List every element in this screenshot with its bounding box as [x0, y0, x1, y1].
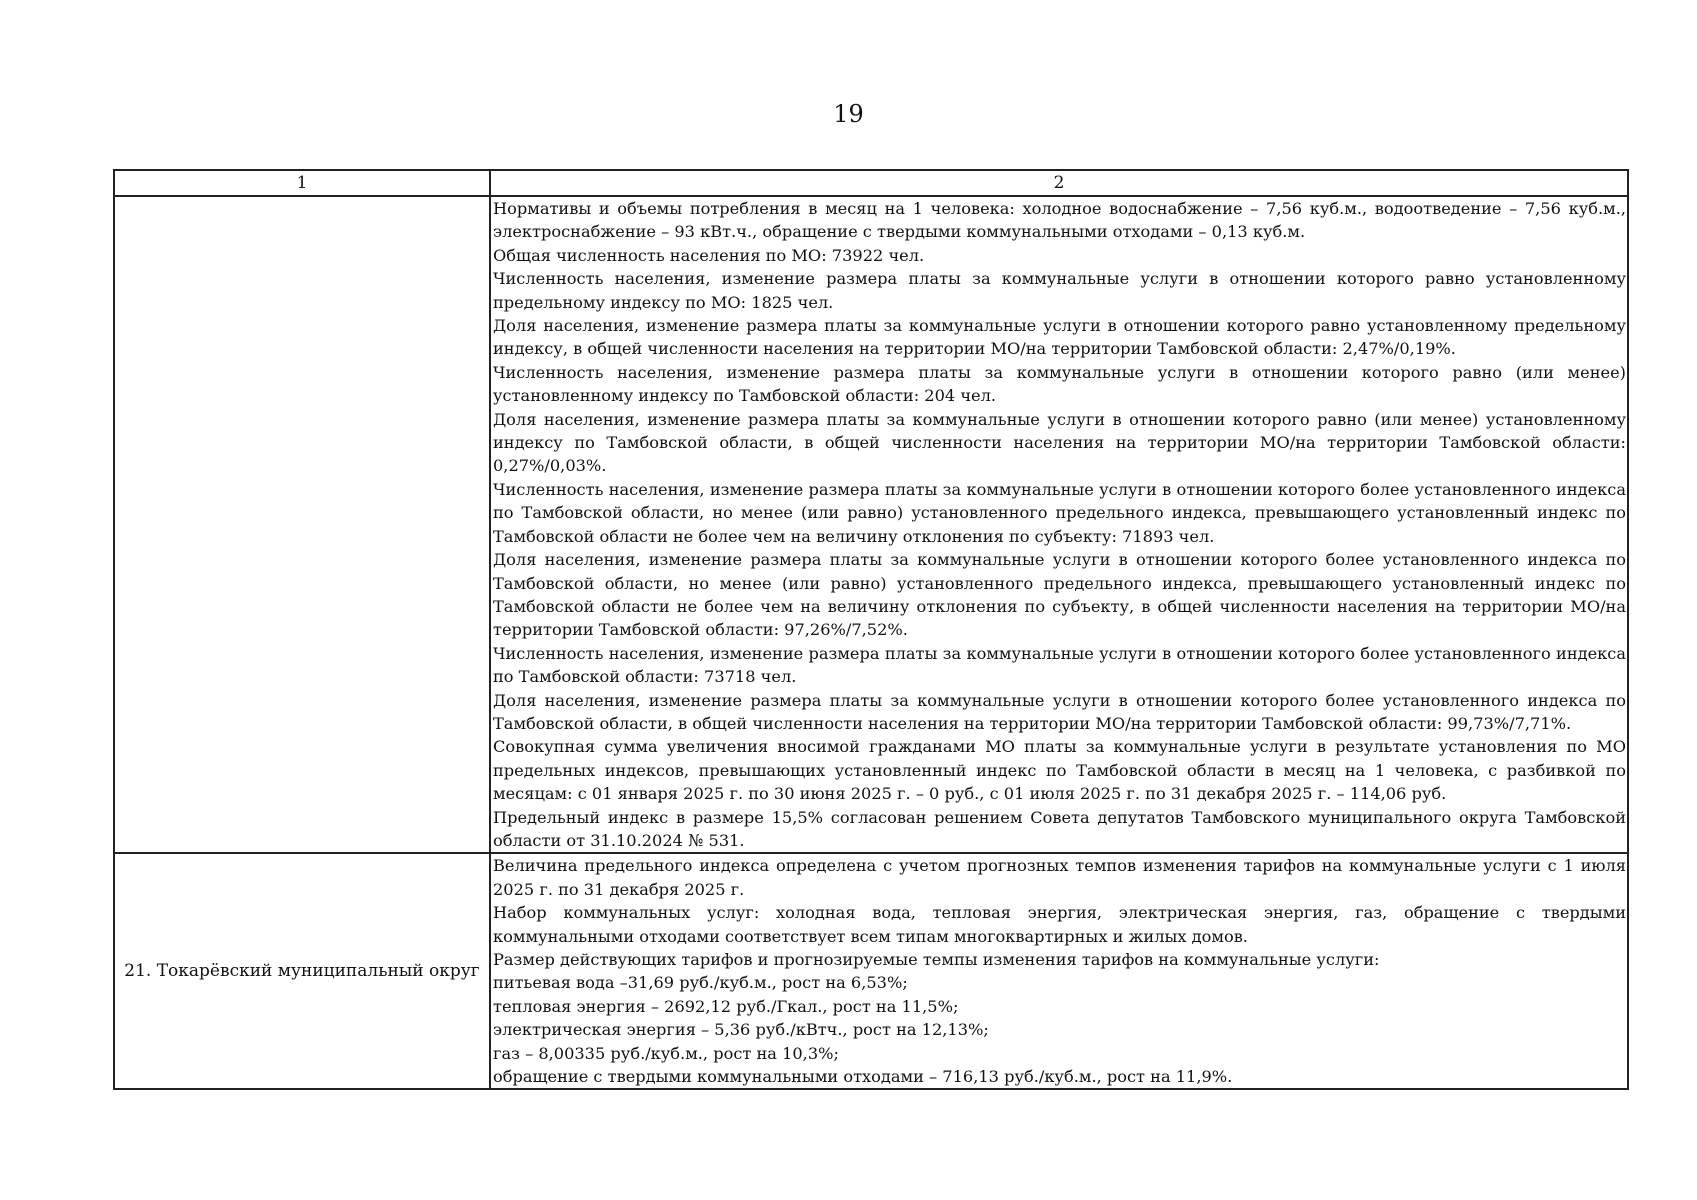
header-col-1: 1: [114, 170, 490, 196]
paragraph: газ – 8,00335 руб./куб.м., рост на 10,3%;: [493, 1043, 839, 1063]
paragraph: Величина предельного индекса определена с учетом прогнозных темпов изменения тарифов на коммунальные услуги с 1 июля 2025 г. по 31 декабря 2025 г.: [493, 856, 1626, 899]
row2-content-cell: [490, 853, 1628, 1089]
row2-name-cell: 21. Токарёвский муниципальный округ: [114, 853, 490, 1089]
paragraph: Доля населения, изменение размера платы за коммунальные услуги в отношении которого равно установленному предельному индексу, в общей численности населения на территории МО/на территории Тамбовской области: 2,47%/0,19%.: [493, 316, 1626, 359]
paragraph: Совокупная сумма увеличения вносимой гражданами МО платы за коммунальные услуги в результате установления по МО предельных индексов, превышающих установленный индекс по Тамбовской области в месяц на 1 человека, с разбивкой по месяцам: с 01 января 2025 г. по 30 июня 2025 г. – 0 руб., с 01 июля 2025 г. по 31 декабря 2025 г. – 114,06 руб.: [493, 737, 1626, 804]
paragraph: Нормативы и объемы потребления в месяц на 1 человека: холодное водоснабжение – 7,56 куб.м., водоотведение – 7,56 куб.м., электроснабжение – 93 кВт.ч., обращение с твердыми коммунальными отходами – 0,13 куб.м.: [493, 199, 1626, 242]
paragraph: питьевая вода –31,69 руб./куб.м., рост на 6,53%;: [493, 973, 908, 993]
paragraph: Доля населения, изменение размера платы за коммунальные услуги в отношении которого более установленного индекса по Тамбовской области, но менее (или равно) установленного предельного индекса, превышающего установленный индекс по Тамбовской области не более чем на величину отклонения по субъекту, в общей численности населения на территории МО/на территории Тамбовской области: 97,26%/7,52%.: [493, 550, 1626, 640]
table-row: [114, 196, 1628, 853]
paragraph: Доля населения, изменение размера платы за коммунальные услуги в отношении которого равно (или менее) установленному индексу по Тамбовской области, в общей численности населения на территории МО/на территории Тамбовской области: 0,27%/0,03%.: [493, 409, 1626, 476]
paragraph: обращение с твердыми коммунальными отходами – 716,13 руб./куб.м., рост на 11,9%.: [493, 1067, 1233, 1087]
page-number: 19: [833, 100, 864, 128]
paragraph: электрическая энергия – 5,36 руб./кВтч., рост на 12,13%;: [493, 1020, 989, 1040]
paragraph: Численность населения, изменение размера платы за коммунальные услуги в отношении которого более установленного индекса по Тамбовской области, но менее (или равно) установленного предельного индекса, превышающего установленный индекс по Тамбовской области не более чем на величину отклонения по субъекту: 71893 чел.: [493, 479, 1626, 546]
paragraph: Набор коммунальных услуг: холодная вода, тепловая энергия, электрическая энергия, газ, обращение с твердыми коммунальными отходами соответствует всем типам многоквартирных и жилых домов.: [493, 903, 1626, 946]
paragraph: Численность населения, изменение размера платы за коммунальные услуги в отношении которого равно (или менее) установленному индексу по Тамбовской области: 204 чел.: [493, 362, 1626, 406]
table-row: [114, 853, 1628, 1089]
table-header-row: [114, 170, 1628, 196]
paragraph: Общая численность населения по МО: 73922 чел.: [493, 245, 925, 265]
document-table: [113, 169, 1629, 1090]
header-col-2: 2: [490, 170, 1628, 196]
paragraph: Предельный индекс в размере 15,5% согласован решением Совета депутатов Тамбовского муниципального округа Тамбовской области от 31.10.2024 № 531.: [493, 807, 1626, 850]
paragraph: Размер действующих тарифов и прогнозируемые темпы изменения тарифов на коммунальные услуги:: [493, 950, 1380, 969]
paragraph: тепловая энергия – 2692,12 руб./Гкал., рост на 11,5%;: [493, 996, 959, 1016]
paragraph: Доля населения, изменение размера платы за коммунальные услуги в отношении которого более установленного индекса по Тамбовской области, в общей численности населения на территории МО/на территории Тамбовской области: 99,73%/7,71%.: [493, 690, 1626, 733]
paragraph: Численность населения, изменение размера платы за коммунальные услуги в отношении которого более установленного индекса по Тамбовской области: 73718 чел.: [493, 643, 1626, 687]
row1-content-cell: [490, 196, 1628, 853]
row1-name-cell: [114, 196, 490, 853]
paragraph: Численность населения, изменение размера платы за коммунальные услуги в отношении которого равно установленному предельному индексу по МО: 1825 чел.: [493, 269, 1626, 312]
